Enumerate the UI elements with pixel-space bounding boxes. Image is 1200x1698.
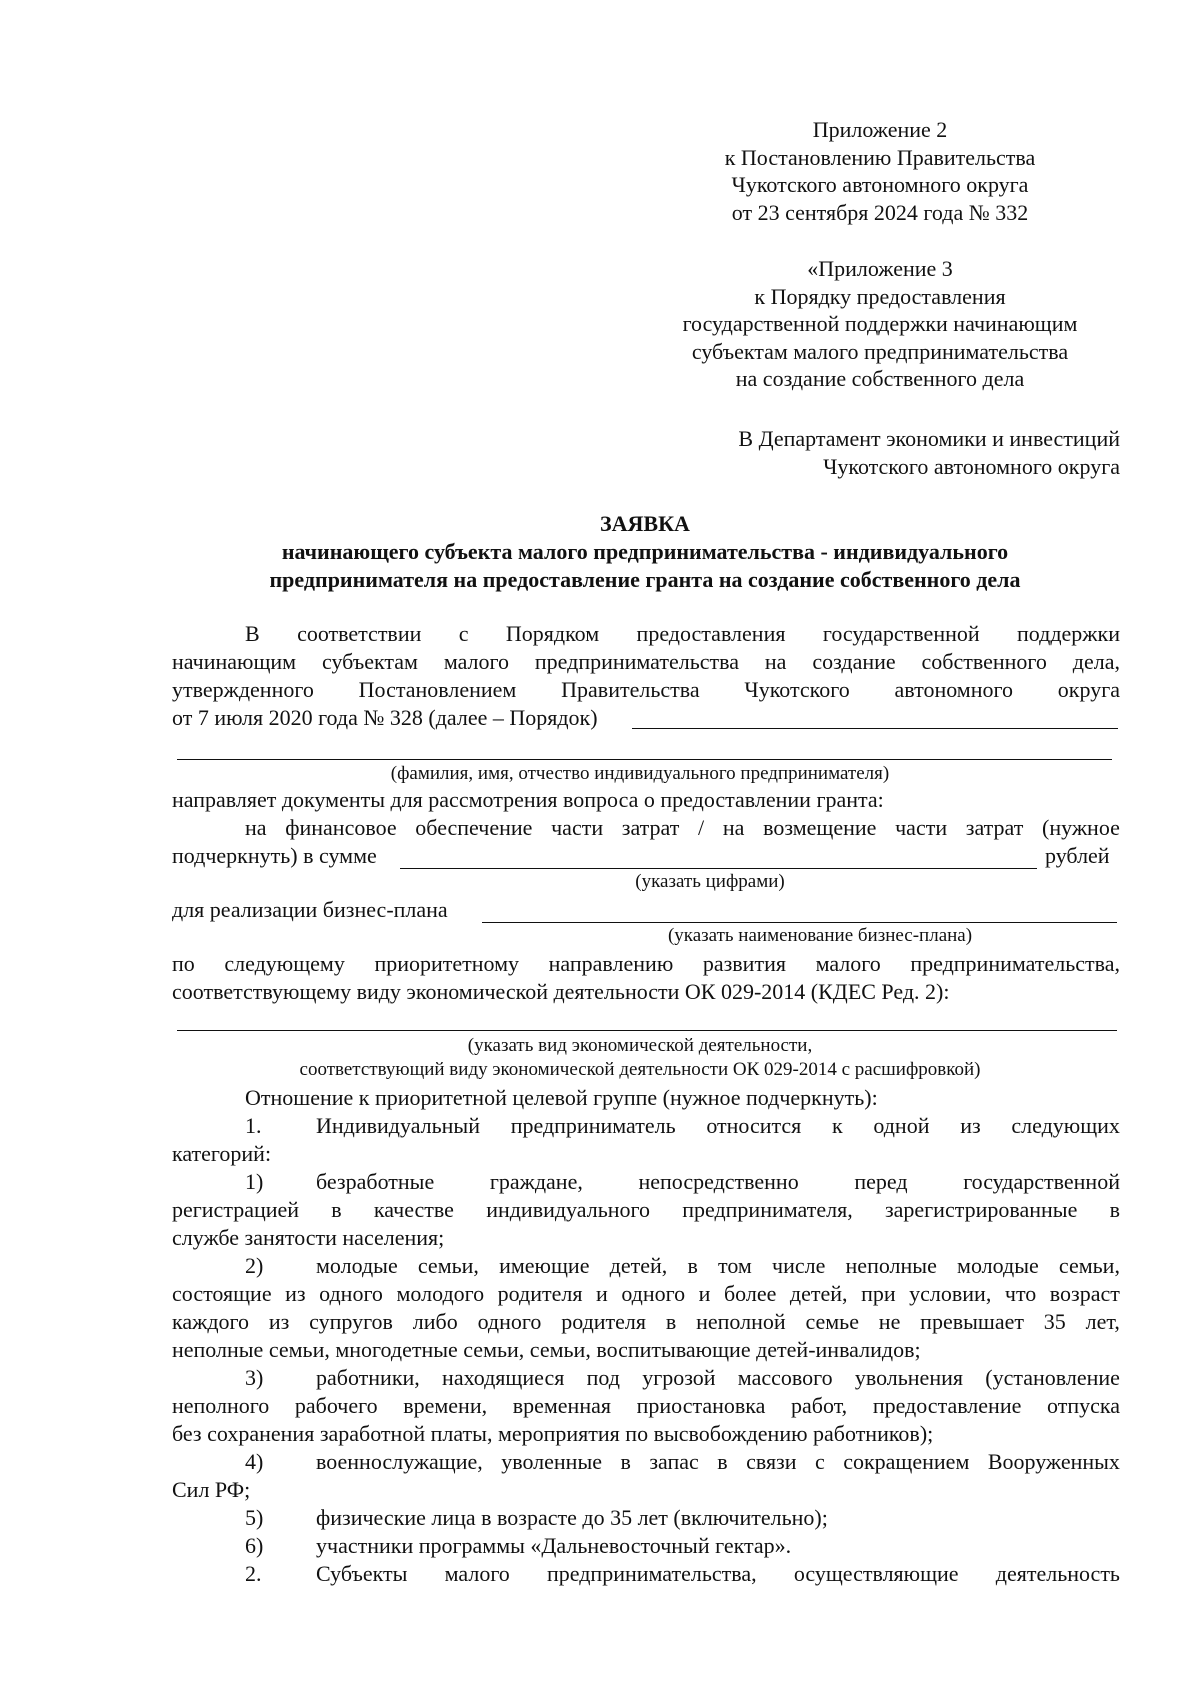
word: дела, bbox=[1072, 649, 1120, 674]
sub-4-line-2: Сил РФ; bbox=[172, 1477, 251, 1502]
word: создание bbox=[812, 649, 896, 674]
word: Правительства bbox=[561, 677, 700, 702]
word: к bbox=[831, 1113, 843, 1138]
word: деятельность bbox=[995, 1561, 1120, 1586]
word: обеспечение bbox=[415, 815, 533, 840]
word: в bbox=[687, 1253, 698, 1278]
item-1-number: 1. bbox=[245, 1113, 262, 1138]
word: военнослужащие, bbox=[316, 1449, 483, 1474]
word: с bbox=[814, 1449, 825, 1474]
word: из bbox=[285, 1281, 306, 1306]
word: родителя bbox=[561, 1309, 647, 1334]
word: каждого bbox=[172, 1309, 249, 1334]
sub-5-number: 5) bbox=[245, 1505, 264, 1530]
word: связи bbox=[746, 1449, 797, 1474]
word: детей, bbox=[789, 1281, 848, 1306]
word: перед bbox=[854, 1169, 908, 1194]
annex-3-line: субъектам малого предпринимательства bbox=[691, 338, 1069, 364]
sub-2-line-2 bbox=[172, 1280, 1120, 1308]
rubles-label: рублей bbox=[1045, 843, 1110, 868]
sub-6-number: 6) bbox=[245, 1533, 264, 1558]
activity-caption-1: (указать вид экономической деятельности, bbox=[467, 1035, 813, 1056]
word: одного bbox=[477, 1309, 542, 1334]
title-heading: ЗАЯВКА bbox=[600, 511, 690, 536]
finance-line-1 bbox=[245, 814, 1120, 842]
business-plan-fill-line[interactable] bbox=[482, 922, 1117, 923]
word: временная bbox=[512, 1393, 611, 1418]
word: не bbox=[878, 1309, 901, 1334]
word: государственной bbox=[822, 621, 980, 646]
word: субъектам bbox=[321, 649, 418, 674]
sub-3-line-1 bbox=[316, 1364, 1120, 1392]
word: молодые bbox=[316, 1253, 398, 1278]
sub-1-line-3: службе занятости населения; bbox=[172, 1225, 445, 1250]
sub-4-number: 4) bbox=[245, 1449, 264, 1474]
word: малого bbox=[815, 951, 881, 976]
word: числе bbox=[772, 1253, 826, 1278]
word: зарегистрированные bbox=[884, 1197, 1078, 1222]
item-2-number: 2. bbox=[245, 1561, 262, 1586]
word: работники, bbox=[316, 1365, 420, 1390]
addressee-line: В Департамент экономики и инвестиций bbox=[738, 426, 1120, 451]
word: времени, bbox=[403, 1393, 488, 1418]
word: сокращением bbox=[843, 1449, 970, 1474]
word: рабочего bbox=[294, 1393, 378, 1418]
sub-5-text: физические лица в возрасте до 35 лет (включительно); bbox=[316, 1505, 828, 1530]
annex-3-line: «Приложение 3 bbox=[807, 256, 953, 281]
word: поддержки bbox=[1017, 621, 1120, 646]
word: финансовое bbox=[285, 815, 397, 840]
word: превышает bbox=[920, 1309, 1024, 1334]
word: предпринимателя, bbox=[682, 1197, 853, 1222]
applicant-fill-line-2[interactable] bbox=[177, 759, 1112, 760]
word: и bbox=[596, 1281, 608, 1306]
word: Индивидуальный bbox=[316, 1113, 480, 1138]
word: в bbox=[717, 1449, 728, 1474]
item-1-line-2: категорий: bbox=[172, 1141, 272, 1166]
word: предпринимательства, bbox=[910, 951, 1120, 976]
word: осуществляющие bbox=[793, 1561, 959, 1586]
intro-line-2 bbox=[172, 648, 1120, 676]
item-2-line-1 bbox=[316, 1560, 1120, 1588]
sub-1-line-1 bbox=[316, 1168, 1120, 1196]
word: родителя bbox=[497, 1281, 583, 1306]
activity-caption-2: соответствующий виду экономической деятельности ОК 029-2014 с расшифровкой) bbox=[299, 1059, 981, 1080]
word: на bbox=[764, 649, 787, 674]
addressee bbox=[738, 425, 1120, 481]
sub-4-line-1 bbox=[316, 1448, 1120, 1476]
sub-2-line-3 bbox=[172, 1308, 1120, 1336]
sub-2-number: 2) bbox=[245, 1253, 264, 1278]
finance-line-2: подчеркнуть) в сумме bbox=[172, 843, 377, 868]
amount-fill-line[interactable] bbox=[400, 868, 1037, 869]
word: Порядком bbox=[505, 621, 600, 646]
word: молодого bbox=[396, 1281, 485, 1306]
word: с bbox=[458, 621, 469, 646]
word: семье bbox=[805, 1309, 859, 1334]
sub-1-line-2 bbox=[172, 1196, 1120, 1224]
word: Вооруженных bbox=[987, 1449, 1120, 1474]
word: автономного bbox=[894, 677, 1013, 702]
sub-2-line-1 bbox=[316, 1252, 1120, 1280]
word: в bbox=[665, 1309, 677, 1334]
direction-line-2: соответствующему виду экономической деятельности ОК 029-2014 (КДЕС Ред. 2): bbox=[172, 979, 950, 1004]
word: безработные bbox=[316, 1169, 435, 1194]
word: лет, bbox=[1085, 1309, 1120, 1334]
fio-caption: (фамилия, имя, отчество индивидуального предпринимателя) bbox=[390, 763, 890, 784]
item-1-line-1 bbox=[316, 1112, 1120, 1140]
word: том bbox=[718, 1253, 752, 1278]
word: в bbox=[620, 1449, 631, 1474]
sub-1-number: 1) bbox=[245, 1169, 264, 1194]
word: что bbox=[1004, 1281, 1037, 1306]
annex-2-line: к Постановлению Правительства bbox=[724, 144, 1036, 170]
sub-3-number: 3) bbox=[245, 1365, 264, 1390]
word: предоставления bbox=[636, 621, 786, 646]
word: развития bbox=[702, 951, 786, 976]
word: массового bbox=[737, 1365, 833, 1390]
word: приостановка bbox=[636, 1393, 766, 1418]
word: семьи, bbox=[417, 1253, 479, 1278]
word: следующему bbox=[224, 951, 345, 976]
word: одной bbox=[873, 1113, 930, 1138]
activity-fill-line[interactable] bbox=[177, 1030, 1117, 1031]
word: неполного bbox=[172, 1393, 270, 1418]
word: уволенные bbox=[501, 1449, 603, 1474]
annex-2-line: Приложение 2 bbox=[812, 117, 948, 142]
annex-3-line: к Порядку предоставления bbox=[754, 283, 1006, 309]
intro-line-4: от 7 июля 2020 года № 328 (далее – Порядок) bbox=[172, 705, 598, 730]
word: малого bbox=[444, 1561, 510, 1586]
word: в bbox=[331, 1197, 342, 1222]
word: угрозой bbox=[642, 1365, 716, 1390]
word: непосредственно bbox=[638, 1169, 799, 1194]
word: направлению bbox=[548, 951, 674, 976]
word: из bbox=[960, 1113, 981, 1138]
word: условии, bbox=[909, 1281, 992, 1306]
applicant-fill-line[interactable] bbox=[632, 728, 1118, 729]
word: Постановлением bbox=[358, 677, 517, 702]
business-plan-label: для реализации бизнес-плана bbox=[172, 897, 448, 922]
word: детей, bbox=[609, 1253, 668, 1278]
addressee-line: Чукотского автономного округа bbox=[823, 454, 1120, 479]
word: неполной bbox=[696, 1309, 786, 1334]
word: (нужное bbox=[1042, 815, 1120, 840]
word: (установление bbox=[985, 1365, 1120, 1390]
annex-2-header bbox=[690, 116, 1070, 226]
word: качестве bbox=[373, 1197, 454, 1222]
word: государственной bbox=[963, 1169, 1120, 1194]
word: предоставление bbox=[872, 1393, 1022, 1418]
sub-3-line-3: без сохранения заработной платы, мероприятия по высвобождению работников); bbox=[172, 1421, 934, 1446]
word: соответствии bbox=[297, 621, 422, 646]
sends-text: направляет документы для рассмотрения вопроса о предоставлении гранта: bbox=[172, 787, 884, 812]
word: собственного bbox=[921, 649, 1047, 674]
word: запас bbox=[649, 1449, 699, 1474]
word: более bbox=[723, 1281, 777, 1306]
annex-2-line: от 23 сентября 2024 года № 332 bbox=[731, 199, 1029, 225]
relation-text: Отношение к приоритетной целевой группе (нужное подчеркнуть): bbox=[245, 1085, 878, 1110]
word: работ, bbox=[791, 1393, 848, 1418]
digits-caption: (указать цифрами) bbox=[635, 871, 785, 892]
word: граждане, bbox=[489, 1169, 583, 1194]
annex-3-line: государственной поддержки начинающим bbox=[682, 311, 1078, 336]
word: в bbox=[1109, 1197, 1120, 1222]
word: по bbox=[172, 951, 195, 976]
word: предпринимательства bbox=[534, 649, 740, 674]
word: под bbox=[586, 1365, 620, 1390]
word: либо bbox=[412, 1309, 458, 1334]
word: состоящие bbox=[172, 1281, 272, 1306]
word: на bbox=[722, 815, 745, 840]
word: начинающим bbox=[172, 649, 297, 674]
word: при bbox=[861, 1281, 896, 1306]
title-line: предпринимателя на предоставление гранта на создание собственного дела bbox=[269, 567, 1021, 592]
word: возраст bbox=[1049, 1281, 1120, 1306]
intro-line-1 bbox=[245, 620, 1120, 648]
word: возмещение bbox=[763, 815, 877, 840]
word: отпуска bbox=[1047, 1393, 1120, 1418]
word: части bbox=[895, 815, 948, 840]
word: одного bbox=[621, 1281, 686, 1306]
word: Чукотского bbox=[744, 677, 850, 702]
plan-name-caption: (указать наименование бизнес-плана) bbox=[667, 925, 973, 946]
word: регистрацией bbox=[172, 1197, 300, 1222]
word: молодые bbox=[957, 1253, 1039, 1278]
sub-2-line-4: неполные семьи, многодетные семьи, семьи, воспитывающие детей-инвалидов; bbox=[172, 1337, 921, 1362]
word: супругов bbox=[309, 1309, 393, 1334]
word: затрат bbox=[965, 815, 1024, 840]
word: малого bbox=[443, 649, 509, 674]
intro-line-3 bbox=[172, 676, 1120, 704]
word: предпринимательства, bbox=[546, 1561, 757, 1586]
sub-6-text: участники программы «Дальневосточный гектар». bbox=[316, 1533, 792, 1558]
direction-line-1 bbox=[172, 950, 1120, 978]
word: увольнения bbox=[854, 1365, 963, 1390]
word: имеющие bbox=[499, 1253, 590, 1278]
word: на bbox=[245, 815, 267, 840]
word: затрат bbox=[621, 815, 680, 840]
word: индивидуального bbox=[486, 1197, 650, 1222]
word: / bbox=[698, 815, 705, 840]
word: семьи, bbox=[1058, 1253, 1120, 1278]
word: предприниматель bbox=[510, 1113, 676, 1138]
document-title bbox=[150, 510, 1140, 594]
word: одного bbox=[319, 1281, 383, 1306]
word: части bbox=[551, 815, 604, 840]
word: и bbox=[698, 1281, 711, 1306]
sub-3-line-2 bbox=[172, 1392, 1120, 1420]
word: округа bbox=[1057, 677, 1120, 702]
word: неполные bbox=[845, 1253, 937, 1278]
word: В bbox=[245, 621, 260, 646]
word: приоритетному bbox=[374, 951, 520, 976]
word: находящиеся bbox=[442, 1365, 565, 1390]
word: утвержденного bbox=[172, 677, 314, 702]
word: относится bbox=[706, 1113, 802, 1138]
annex-3-line: на создание собственного дела bbox=[735, 366, 1025, 391]
word: 35 bbox=[1043, 1309, 1066, 1334]
word: из bbox=[268, 1309, 290, 1334]
word: Субъекты bbox=[316, 1561, 408, 1586]
word: следующих bbox=[1011, 1113, 1120, 1138]
annex-3-header bbox=[640, 255, 1120, 393]
title-line: начинающего субъекта малого предпринимательства - индивидуального bbox=[281, 539, 1009, 564]
annex-2-line: Чукотского автономного округа bbox=[731, 172, 1029, 197]
